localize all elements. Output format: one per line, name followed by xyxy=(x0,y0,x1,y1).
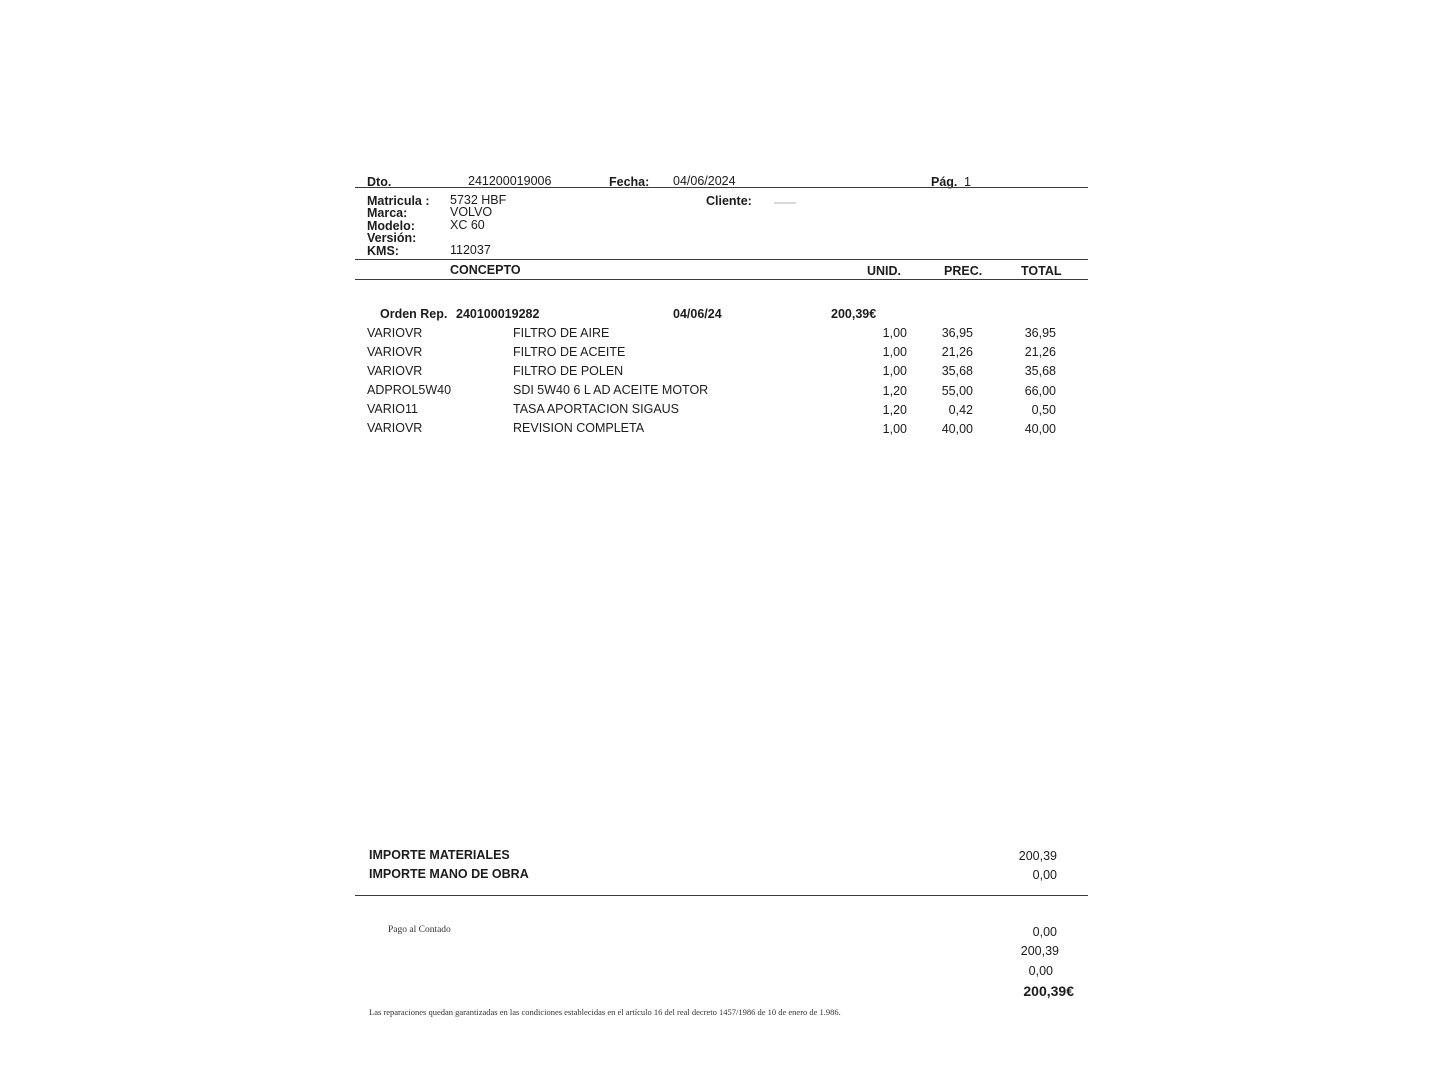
version-label: Versión: xyxy=(367,231,417,245)
line-desc: FILTRO DE AIRE xyxy=(513,326,610,340)
line-total: 0,50 xyxy=(1031,403,1056,417)
payment-value-1: 0,00 xyxy=(1032,925,1057,939)
line-desc: SDI 5W40 6 L AD ACEITE MOTOR xyxy=(513,383,709,397)
summary-divider xyxy=(355,895,1088,896)
order-date: 04/06/24 xyxy=(673,307,722,321)
col-concepto: CONCEPTO xyxy=(450,263,521,277)
line-unid: 1,20 xyxy=(882,384,907,398)
page-number: 1 xyxy=(964,175,971,189)
fecha-value: 04/06/2024 xyxy=(673,174,736,188)
cliente-redacted xyxy=(774,202,796,204)
order-label: Orden Rep. xyxy=(380,307,448,321)
line-unid: 1,00 xyxy=(882,364,907,378)
payment-value-3: 0,00 xyxy=(1028,964,1053,978)
line-desc: TASA APORTACION SIGAUS xyxy=(513,402,680,416)
matricula-value: 5732 HBF xyxy=(450,193,507,207)
col-unid: UNID. xyxy=(867,264,902,278)
columns-top-divider xyxy=(355,259,1088,260)
kms-label: KMS: xyxy=(367,244,399,258)
line-unid: 1,00 xyxy=(882,422,907,436)
line-total: 21,26 xyxy=(1024,345,1056,359)
footer-note: Las reparaciones quedan garantizadas en las condiciones establecidas en el artículo 16 del real decreto 1457/1986 de 10 de enero de 1.986. xyxy=(369,1007,841,1017)
col-total: TOTAL xyxy=(1021,264,1062,278)
grand-total: 200,39€ xyxy=(1023,983,1074,999)
dto-number: 241200019006 xyxy=(468,174,552,188)
materiales-label: IMPORTE MATERIALES xyxy=(369,848,510,862)
line-code: ADPROL5W40 xyxy=(367,383,452,397)
line-total: 40,00 xyxy=(1024,422,1056,436)
columns-bottom-divider xyxy=(355,279,1088,280)
modelo-label: Modelo: xyxy=(367,219,415,233)
marca-label: Marca: xyxy=(367,206,408,220)
line-total: 66,00 xyxy=(1024,384,1056,398)
line-unid: 1,00 xyxy=(882,326,907,340)
mano-obra-value: 0,00 xyxy=(1032,868,1057,882)
line-code: VARIOVR xyxy=(367,345,423,359)
line-desc: REVISION COMPLETA xyxy=(513,421,645,435)
line-desc: FILTRO DE ACEITE xyxy=(513,345,626,359)
payment-value-2: 200,39 xyxy=(1020,944,1059,958)
line-code: VARIOVR xyxy=(367,421,423,435)
col-prec: PREC. xyxy=(944,264,983,278)
header-divider xyxy=(355,187,1088,188)
line-prec: 36,95 xyxy=(941,326,973,340)
marca-value: VOLVO xyxy=(450,205,493,219)
line-code: VARIOVR xyxy=(367,326,423,340)
line-code: VARIOVR xyxy=(367,364,423,378)
mano-obra-label: IMPORTE MANO DE OBRA xyxy=(369,867,529,881)
line-total: 36,95 xyxy=(1024,326,1056,340)
line-code: VARIO11 xyxy=(367,402,418,416)
dto-label: Dto. xyxy=(367,175,392,189)
order-amount: 200,39€ xyxy=(831,307,877,321)
materiales-value: 200,39 xyxy=(1018,849,1057,863)
kms-value: 112037 xyxy=(450,243,491,257)
line-unid: 1,00 xyxy=(882,345,907,359)
line-desc: FILTRO DE POLEN xyxy=(513,364,624,378)
line-prec: 0,42 xyxy=(948,403,973,417)
payment-method: Pago al Contado xyxy=(388,925,451,935)
line-prec: 40,00 xyxy=(941,422,973,436)
line-prec: 21,26 xyxy=(941,345,973,359)
line-prec: 55,00 xyxy=(941,384,973,398)
line-total: 35,68 xyxy=(1024,364,1056,378)
matricula-label: Matricula : xyxy=(367,194,430,208)
line-prec: 35,68 xyxy=(941,364,973,378)
page-label: Pág. xyxy=(931,175,958,189)
order-number: 240100019282 xyxy=(456,307,540,321)
cliente-label: Cliente: xyxy=(706,194,752,208)
modelo-value: XC 60 xyxy=(450,218,485,232)
line-unid: 1,20 xyxy=(882,403,907,417)
fecha-label: Fecha: xyxy=(609,175,650,189)
